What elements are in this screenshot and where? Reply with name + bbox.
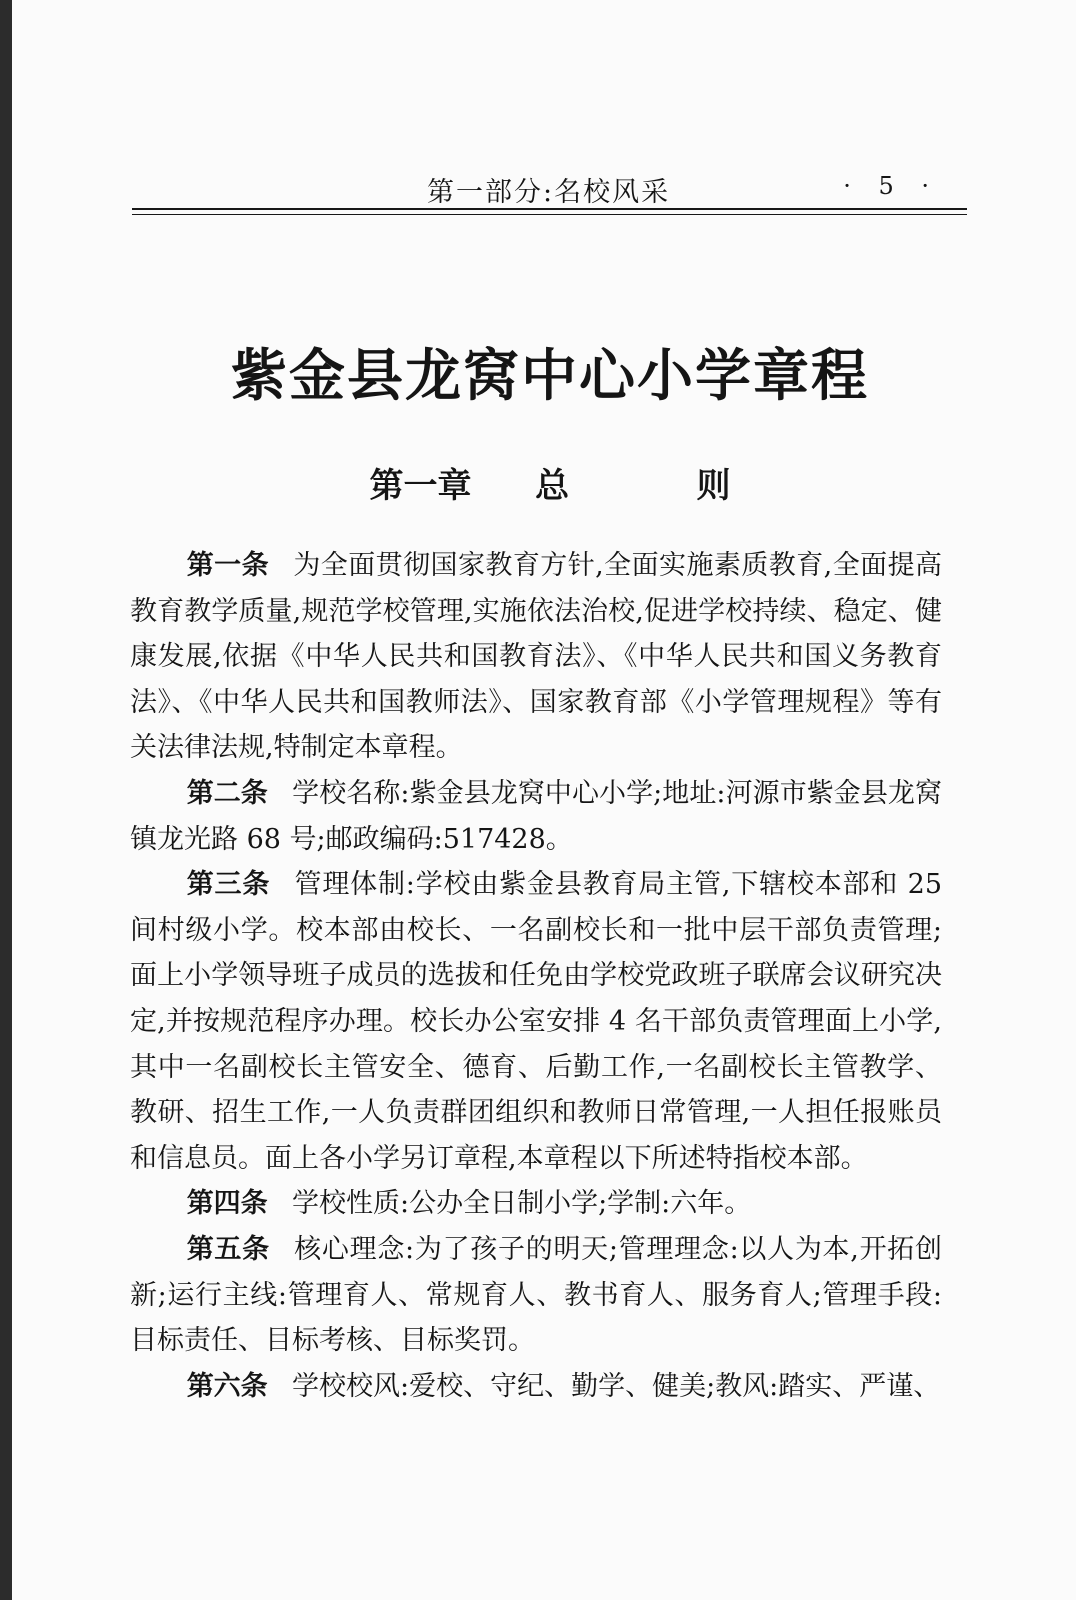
article-label: 第五条 [186, 1233, 270, 1265]
article-text: 为全面贯彻国家教育方针,全面实施素质教育,全面提高教育教学质量,规范学校管理,实施依法治校,促进学校持续、稳定、健康发展,依据《中华人民共和国教育法》、《中华人民共和国义务教育法》、《中华人民共和国教师法》、国家教育部《小学管理规程》等有关法律法规,特制定本章程。 [130, 550, 943, 764]
document-title: 紫金县龙窝中心小学章程 [231, 343, 869, 409]
running-header [132, 164, 967, 222]
article-3 [130, 862, 942, 1181]
article-text: 管理体制:学校由紫金县教育局主管,下辖校本部和 25 间村级小学。校本部由校长、一名副校长和一批中层干部负责管理;面上小学领导班子成员的选拔和任免由学校党政班子联席会议研究决定,并按规范程序办理。校长办公室安排 4 名干部负责管理面上小学,其中一名副校长主管安全、德育、后勤工作,一名副校长主管教学、教研、招生工作,一人负责群团组织和教师日常管理,一人担任报账员和信息员。面上各小学另订章程,本章程以下所述特指校本部。 [130, 869, 943, 1174]
article-1 [130, 543, 942, 771]
page-number: · 5 · [843, 172, 939, 200]
chapter-heading: 第一章 总 则 [369, 466, 731, 506]
article-label: 第三条 [186, 869, 271, 901]
document-body [130, 543, 942, 1409]
header-rule-thin [132, 214, 967, 215]
header-rule-thick [132, 208, 967, 210]
article-text: 核心理念:为了孩子的明天;管理理念:以人为本,开拓创新;运行主线:管理育人、常规育人、教书育人、服务育人;管理手段:目标责任、目标考核、目标奖罚。 [130, 1233, 943, 1357]
article-text: 学校名称:紫金县龙窝中心小学;地址:河源市紫金县龙窝镇龙光路 68 号;邮政编码:517428。 [130, 777, 942, 855]
article-6 [130, 1364, 942, 1410]
article-5 [130, 1227, 942, 1364]
running-title: 第一部分:名校风采 [427, 177, 671, 208]
article-label: 第一条 [186, 550, 270, 581]
article-text: 学校性质:公办全日制小学;学制:六年。 [291, 1188, 752, 1220]
document-page [12, 0, 1076, 1600]
article-label: 第二条 [186, 777, 268, 809]
article-4 [130, 1181, 942, 1227]
article-text: 学校校风:爱校、守纪、勤学、健美;教风:踏实、严谨、 [291, 1370, 941, 1402]
article-label: 第四条 [186, 1188, 268, 1220]
article-2 [130, 771, 942, 862]
article-label: 第六条 [186, 1370, 268, 1402]
